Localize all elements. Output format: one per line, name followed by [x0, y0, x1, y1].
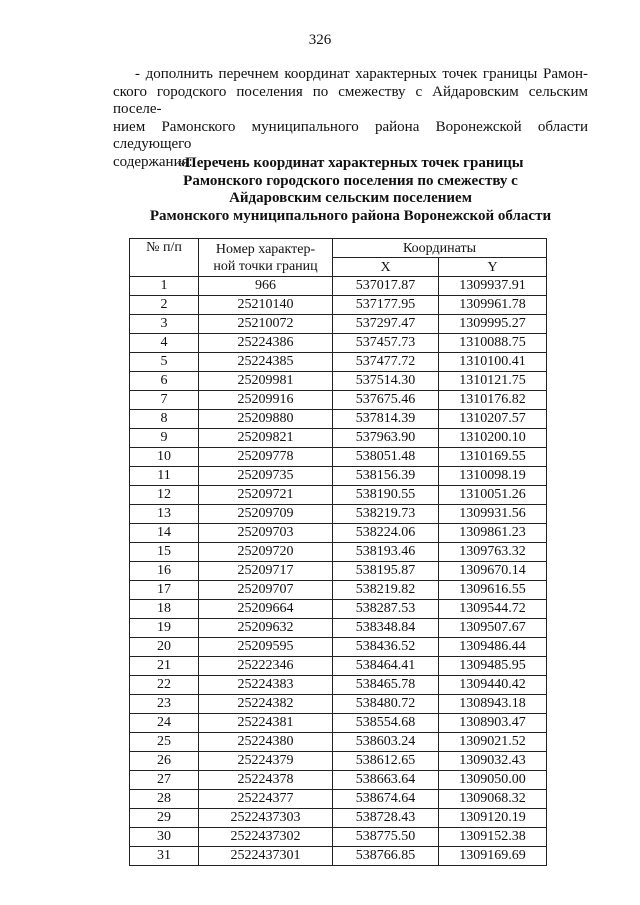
- cell-y: 1309507.67: [439, 619, 547, 638]
- cell-x: 538051.48: [333, 448, 439, 467]
- cell-x: 537814.39: [333, 410, 439, 429]
- table-row: [130, 581, 547, 600]
- table-row: [130, 714, 547, 733]
- cell-point-number: 25209595: [199, 638, 333, 657]
- cell-x: 538156.39: [333, 467, 439, 486]
- cell-x: 538728.43: [333, 809, 439, 828]
- cell-point-number: 25210072: [199, 315, 333, 334]
- cell-y: 1309440.42: [439, 676, 547, 695]
- cell-y: 1310098.19: [439, 467, 547, 486]
- heading-line: Рамонского муниципального района Воронежской области: [149, 207, 552, 224]
- cell-point-number: 25209632: [199, 619, 333, 638]
- cell-row-number: 27: [130, 771, 199, 790]
- table-row: [130, 638, 547, 657]
- table-row: [130, 695, 547, 714]
- table-row: [130, 315, 547, 334]
- cell-y: 1310088.75: [439, 334, 547, 353]
- cell-point-number: 25209916: [199, 391, 333, 410]
- cell-row-number: 23: [130, 695, 199, 714]
- cell-x: 538612.65: [333, 752, 439, 771]
- cell-x: 538348.84: [333, 619, 439, 638]
- cell-x: 537477.72: [333, 353, 439, 372]
- cell-y: 1309032.43: [439, 752, 547, 771]
- cell-row-number: 21: [130, 657, 199, 676]
- cell-point-number: 25224380: [199, 733, 333, 752]
- cell-row-number: 20: [130, 638, 199, 657]
- table-row: [130, 828, 547, 847]
- cell-point-number: 25209981: [199, 372, 333, 391]
- coordinates-table: [129, 238, 547, 866]
- cell-x: 538436.52: [333, 638, 439, 657]
- cell-y: 1309169.69: [439, 847, 547, 866]
- cell-y: 1308943.18: [439, 695, 547, 714]
- header-point-line: Номер характер-: [215, 241, 316, 257]
- cell-point-number: 25209664: [199, 600, 333, 619]
- cell-row-number: 18: [130, 600, 199, 619]
- cell-y: 1310169.55: [439, 448, 547, 467]
- table-row: [130, 600, 547, 619]
- cell-point-number: 25209707: [199, 581, 333, 600]
- cell-row-number: 6: [130, 372, 199, 391]
- table-row: [130, 809, 547, 828]
- header-row-number: № п/п: [130, 239, 199, 277]
- intro-line: содержания:: [113, 153, 193, 170]
- table-row: [130, 467, 547, 486]
- cell-point-number: 966: [199, 277, 333, 296]
- cell-row-number: 16: [130, 562, 199, 581]
- cell-row-number: 11: [130, 467, 199, 486]
- cell-y: 1308903.47: [439, 714, 547, 733]
- cell-row-number: 1: [130, 277, 199, 296]
- cell-point-number: 25224383: [199, 676, 333, 695]
- cell-point-number: 25224378: [199, 771, 333, 790]
- intro-line: ского городского поселения по смежеству с Айдаровским сельским поселе-: [113, 83, 588, 118]
- intro-line: - дополнить перечнем координат характерных точек границы Рамон-: [135, 66, 588, 82]
- cell-row-number: 19: [130, 619, 199, 638]
- cell-point-number: 2522437302: [199, 828, 333, 847]
- table-row: [130, 562, 547, 581]
- cell-row-number: 26: [130, 752, 199, 771]
- cell-row-number: 4: [130, 334, 199, 353]
- cell-x: 538219.73: [333, 505, 439, 524]
- table-row: [130, 790, 547, 809]
- cell-point-number: 25209880: [199, 410, 333, 429]
- cell-x: 538190.55: [333, 486, 439, 505]
- cell-point-number: 25224381: [199, 714, 333, 733]
- cell-x: 538465.78: [333, 676, 439, 695]
- cell-y: 1309861.23: [439, 524, 547, 543]
- cell-row-number: 8: [130, 410, 199, 429]
- cell-row-number: 17: [130, 581, 199, 600]
- table-row: [130, 277, 547, 296]
- cell-y: 1309616.55: [439, 581, 547, 600]
- table-row: [130, 353, 547, 372]
- cell-point-number: 2522437303: [199, 809, 333, 828]
- cell-x: 538287.53: [333, 600, 439, 619]
- header-point-line: ной точки границ: [213, 258, 318, 274]
- cell-row-number: 2: [130, 296, 199, 315]
- intro-line: нием Рамонского муниципального района Воронежской области следующего: [113, 118, 588, 153]
- cell-x: 538195.87: [333, 562, 439, 581]
- cell-x: 538775.50: [333, 828, 439, 847]
- table-row: [130, 410, 547, 429]
- table-row: [130, 334, 547, 353]
- table-row: [130, 296, 547, 315]
- table-row: [130, 524, 547, 543]
- cell-x: 538766.85: [333, 847, 439, 866]
- cell-x: 538663.64: [333, 771, 439, 790]
- cell-row-number: 12: [130, 486, 199, 505]
- cell-y: 1309485.95: [439, 657, 547, 676]
- heading-line: Рамонского городского поселения по смежеству с: [183, 172, 518, 189]
- heading-line: «Перечень координат характерных точек границы: [177, 155, 524, 171]
- page-number: 326: [308, 32, 332, 48]
- cell-y: 1309931.56: [439, 505, 547, 524]
- table-row: [130, 733, 547, 752]
- cell-row-number: 31: [130, 847, 199, 866]
- cell-y: 1310200.10: [439, 429, 547, 448]
- header-y: Y: [439, 258, 547, 277]
- table-row: [130, 372, 547, 391]
- cell-y: 1309486.44: [439, 638, 547, 657]
- table-row: [130, 486, 547, 505]
- cell-row-number: 7: [130, 391, 199, 410]
- cell-y: 1309021.52: [439, 733, 547, 752]
- cell-row-number: 30: [130, 828, 199, 847]
- cell-row-number: 14: [130, 524, 199, 543]
- cell-x: 537297.47: [333, 315, 439, 334]
- cell-x: 538224.06: [333, 524, 439, 543]
- cell-point-number: 25224377: [199, 790, 333, 809]
- cell-x: 537017.87: [333, 277, 439, 296]
- cell-point-number: 25224386: [199, 334, 333, 353]
- cell-x: 537177.95: [333, 296, 439, 315]
- cell-x: 538554.68: [333, 714, 439, 733]
- cell-y: 1310121.75: [439, 372, 547, 391]
- table-row: [130, 619, 547, 638]
- cell-row-number: 13: [130, 505, 199, 524]
- table-row: [130, 657, 547, 676]
- cell-point-number: 25222346: [199, 657, 333, 676]
- cell-x: 537675.46: [333, 391, 439, 410]
- cell-y: 1309995.27: [439, 315, 547, 334]
- cell-y: 1310176.82: [439, 391, 547, 410]
- table-row: [130, 676, 547, 695]
- cell-point-number: 25210140: [199, 296, 333, 315]
- cell-y: 1309544.72: [439, 600, 547, 619]
- cell-row-number: 22: [130, 676, 199, 695]
- cell-point-number: 25209720: [199, 543, 333, 562]
- cell-x: 538193.46: [333, 543, 439, 562]
- table-row: [130, 391, 547, 410]
- cell-point-number: 25209717: [199, 562, 333, 581]
- header-coordinates: Координаты: [333, 239, 547, 258]
- cell-point-number: 25209721: [199, 486, 333, 505]
- cell-point-number: 25224385: [199, 353, 333, 372]
- table-row: [130, 752, 547, 771]
- table-row: [130, 847, 547, 866]
- cell-row-number: 10: [130, 448, 199, 467]
- cell-x: 537963.90: [333, 429, 439, 448]
- cell-point-number: 25224379: [199, 752, 333, 771]
- cell-row-number: 15: [130, 543, 199, 562]
- header-point-number: [199, 239, 333, 277]
- table-row: [130, 543, 547, 562]
- cell-y: 1309763.32: [439, 543, 547, 562]
- cell-y: 1309068.32: [439, 790, 547, 809]
- cell-row-number: 24: [130, 714, 199, 733]
- cell-point-number: 25209703: [199, 524, 333, 543]
- cell-y: 1310051.26: [439, 486, 547, 505]
- cell-row-number: 29: [130, 809, 199, 828]
- cell-y: 1309937.91: [439, 277, 547, 296]
- cell-point-number: 25209709: [199, 505, 333, 524]
- cell-y: 1309152.38: [439, 828, 547, 847]
- cell-row-number: 3: [130, 315, 199, 334]
- cell-row-number: 5: [130, 353, 199, 372]
- cell-x: 538603.24: [333, 733, 439, 752]
- cell-row-number: 28: [130, 790, 199, 809]
- cell-x: 538674.64: [333, 790, 439, 809]
- cell-y: 1310207.57: [439, 410, 547, 429]
- heading-line: Айдаровским сельским поселением: [229, 190, 472, 206]
- cell-point-number: 25224382: [199, 695, 333, 714]
- table-heading: [113, 155, 588, 225]
- table-row: [130, 448, 547, 467]
- cell-point-number: 25209778: [199, 448, 333, 467]
- cell-point-number: 2522437301: [199, 847, 333, 866]
- table-row: [130, 505, 547, 524]
- table-header-row: [130, 239, 547, 258]
- cell-y: 1309961.78: [439, 296, 547, 315]
- table-row: [130, 771, 547, 790]
- cell-row-number: 9: [130, 429, 199, 448]
- cell-x: 538464.41: [333, 657, 439, 676]
- cell-y: 1309120.19: [439, 809, 547, 828]
- cell-x: 538219.82: [333, 581, 439, 600]
- cell-x: 538480.72: [333, 695, 439, 714]
- cell-y: 1309050.00: [439, 771, 547, 790]
- cell-x: 537457.73: [333, 334, 439, 353]
- header-x: X: [333, 258, 439, 277]
- cell-point-number: 25209821: [199, 429, 333, 448]
- cell-y: 1310100.41: [439, 353, 547, 372]
- cell-y: 1309670.14: [439, 562, 547, 581]
- table-body: [130, 277, 547, 866]
- table-row: [130, 429, 547, 448]
- cell-x: 537514.30: [333, 372, 439, 391]
- cell-point-number: 25209735: [199, 467, 333, 486]
- cell-row-number: 25: [130, 733, 199, 752]
